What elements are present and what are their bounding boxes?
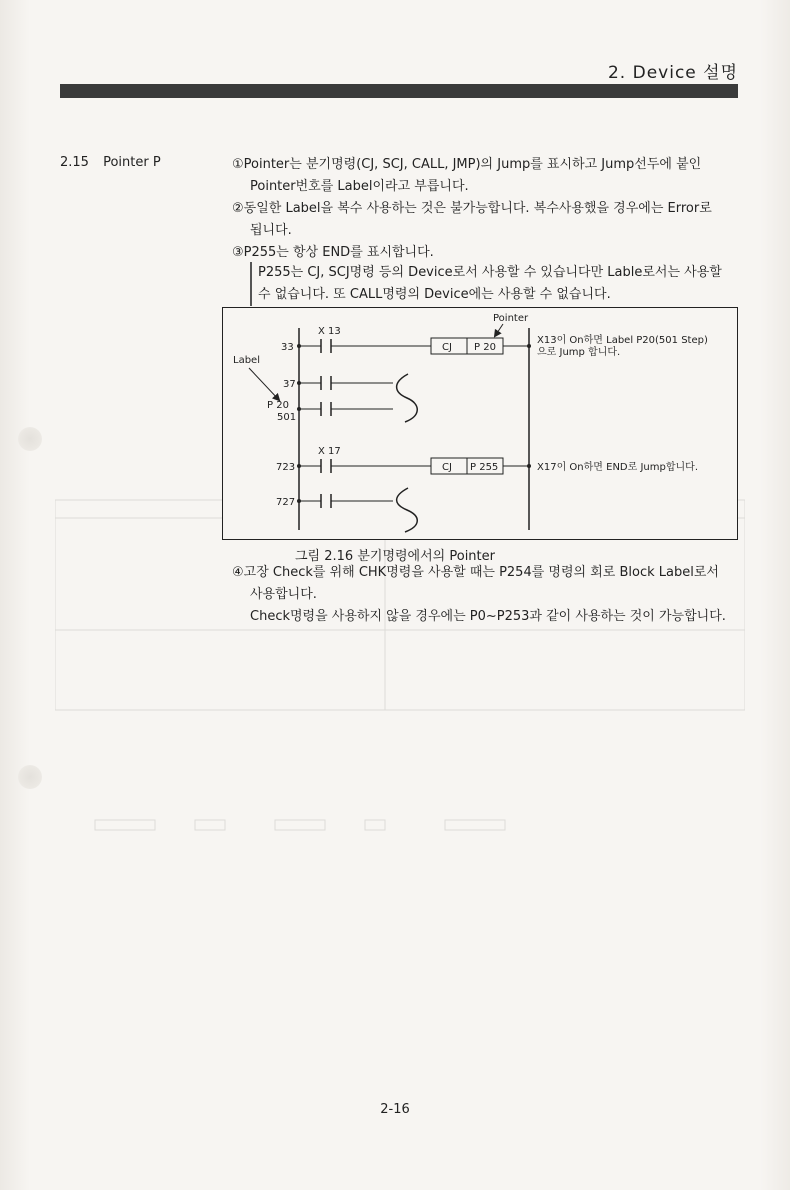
body-text-top [232, 154, 742, 264]
item3: ③P255는 항상 END를 표시합니다. [232, 245, 434, 260]
step-33: 33 [281, 342, 294, 353]
p255-operand: P 255 [470, 462, 499, 473]
note-line2: 수 없습니다. 또 CALL명령의 Device에는 사용할 수 없습니다. [258, 287, 611, 302]
step-37: 37 [283, 379, 296, 390]
section-heading [60, 155, 161, 170]
cj-1: CJ [442, 342, 452, 353]
pointer-label: Pointer [493, 313, 529, 324]
body-text-bottom [232, 562, 742, 628]
item4-line3: Check명령을 사용하지 않을 경우에는 P0~P253과 같이 사용하는 것이 가능합니다. [250, 609, 726, 624]
page-number: 2-16 [380, 1102, 410, 1117]
comment1-line1: X13이 On하면 Label P20(501 Step) [537, 335, 708, 346]
figure-caption: 그림 2.16 분기명령에서의 Pointer [295, 549, 495, 564]
pointer-arrow [495, 324, 503, 336]
binder-hole-top [18, 427, 42, 451]
binder-hole-bottom [18, 765, 42, 789]
comment2: X17이 On하면 END로 Jump합니다. [537, 462, 698, 473]
section-title: Pointer P [103, 155, 161, 170]
item2-line1: ②동일한 Label을 복수 사용하는 것은 불가능합니다. 복수사용했을 경우에는 Error로 [232, 201, 712, 216]
item4-line1: ④고장 Check를 위해 CHK명령을 사용할 때는 P254를 명령의 회로 Block Label로서 [232, 565, 719, 580]
item2-line2: 됩니다. [250, 223, 292, 238]
comment1-line2: 으로 Jump 합니다. [537, 347, 621, 358]
label-label: Label [233, 355, 260, 366]
step-727: 727 [276, 497, 296, 508]
chapter-title: 2. Device 설명 [607, 63, 738, 83]
item1-line1: ①Pointer는 분기명령(CJ, SCJ, CALL, JMP)의 Jump를 표시하고 Jump선두에 붙인 [232, 157, 702, 172]
label-arrow [249, 368, 279, 400]
item4-line2: 사용합니다. [250, 587, 317, 602]
contact-x13-label: X 13 [318, 326, 341, 337]
break-mark-2 [397, 488, 418, 532]
cj-2: CJ [442, 462, 452, 473]
step-723: 723 [276, 462, 296, 473]
section-number: 2.15 [60, 155, 89, 170]
step-p20: P 20 [267, 400, 289, 411]
contact-x17-label: X 17 [318, 446, 341, 457]
break-mark-1 [397, 374, 418, 422]
item1-line2: Pointer번호를 Label이라고 부릅니다. [250, 179, 469, 194]
p20-operand: P 20 [474, 342, 496, 353]
ladder-diagram [222, 307, 738, 540]
header-rule [60, 84, 738, 98]
step-501: 501 [277, 412, 297, 423]
note-line1: P255는 CJ, SCJ명령 등의 Device로서 사용할 수 있습니다만 Lable로서는 사용할 [258, 265, 722, 280]
note-bracket [250, 262, 750, 306]
